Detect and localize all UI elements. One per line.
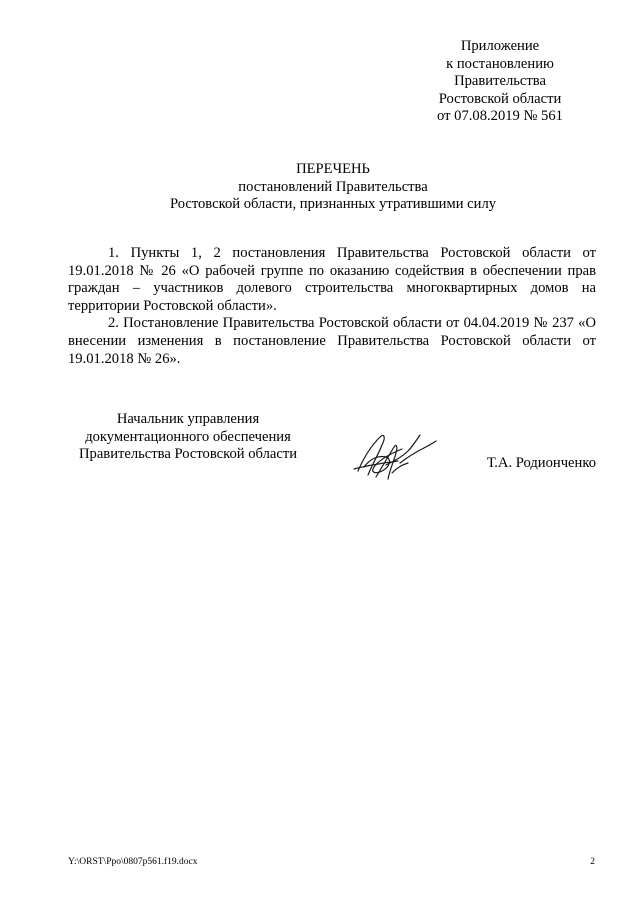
appendix-header — [420, 38, 580, 126]
title-subtitle-line: постановлений Правительства — [238, 178, 428, 195]
title-subtitle-line: Ростовской области, признанных утратившими силу — [169, 196, 497, 213]
signatory-position-line: документационного обеспечения — [85, 428, 291, 445]
document-body — [68, 245, 596, 368]
list-item: 1. Пункты 1, 2 постановления Правительства Ростовской области от 19.01.2018 № 26 «О рабочей группе по оказанию содействия в обеспечении прав граждан – участников долевого строительства многоквартирных домов на территории Ростовской области». — [68, 245, 596, 314]
footer-page-number: 2 — [590, 857, 595, 867]
appendix-line: Правительства — [454, 73, 546, 90]
appendix-line: Ростовской области — [438, 90, 562, 107]
signatory-name: Т.А. Родионченко — [486, 455, 596, 471]
signature-block — [0, 411, 640, 481]
signatory-position — [68, 411, 308, 464]
footer-file-path: Y:\ORST\Ppo\0807p561.f19.docx — [68, 857, 198, 867]
list-item: 2. Постановление Правительства Ростовской области от 04.04.2019 № 237 «О внесении изменения в постановление Правительства Ростовской области от 19.01.2018 № 26». — [68, 315, 596, 367]
appendix-line: Приложение — [460, 38, 540, 54]
handwritten-signature — [350, 427, 440, 485]
appendix-line: к постановлению — [446, 55, 554, 72]
signatory-position-line: Правительства Ростовской области — [78, 446, 298, 463]
title-heading: ПЕРЕЧЕНЬ — [296, 161, 370, 177]
signatory-position-line: Начальник управления — [116, 411, 260, 427]
appendix-date-number: от 07.08.2019 № 561 — [437, 108, 563, 125]
document-title — [68, 161, 598, 214]
